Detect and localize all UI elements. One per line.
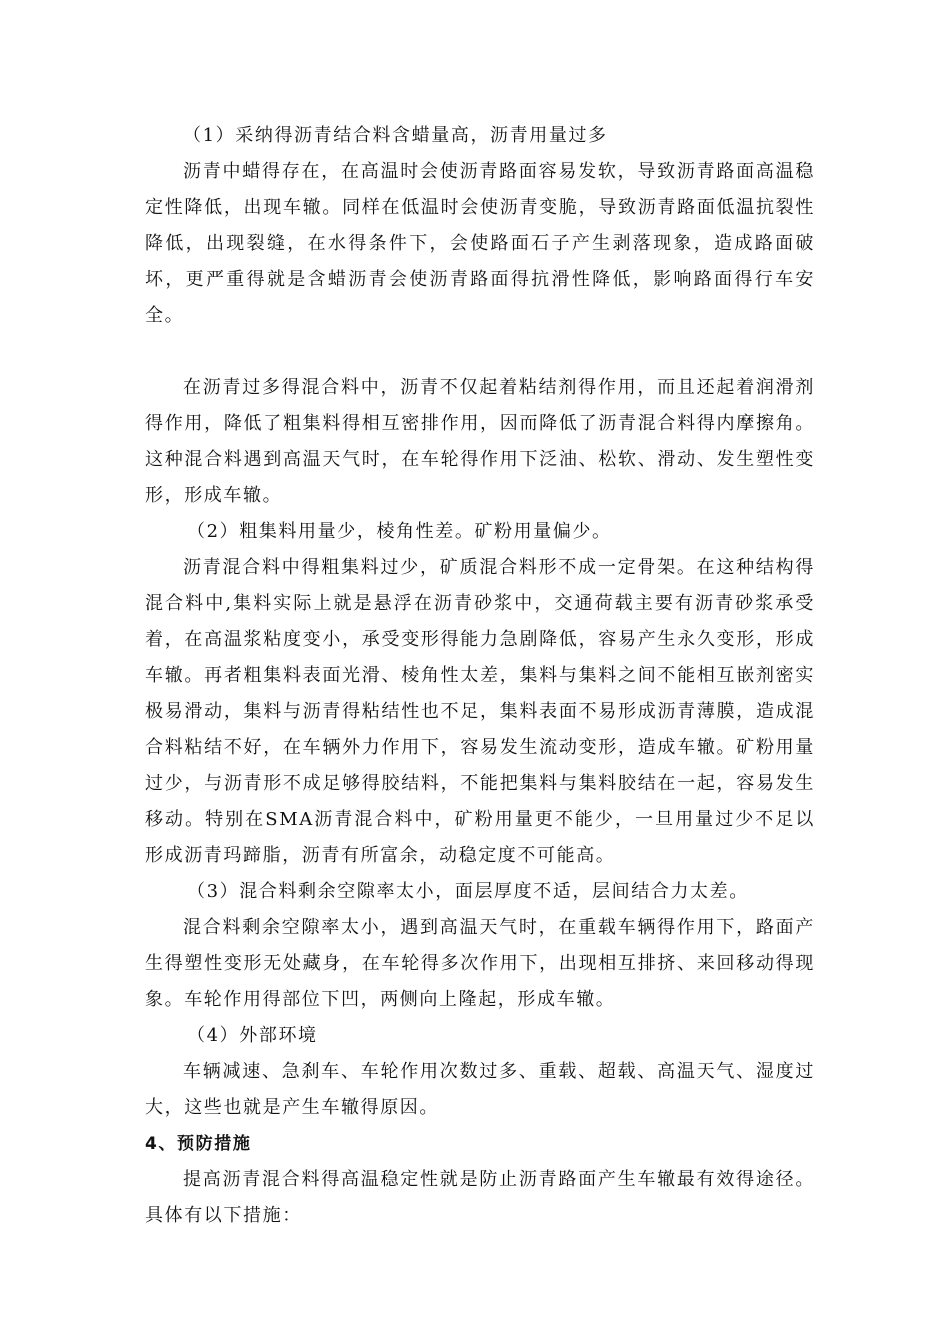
- subsection-heading-3: （3）混合料剩余空隙率太小，面层厚度不适，层间结合力太差。: [187, 881, 749, 902]
- paragraph-coarse-aggregate: 沥青混合料中得粗集料过少，矿质混合料形不成一定骨架。在这种结构得混合料中,集料实际上就是悬浮在沥青砂浆中，交通荷载主要有沥青砂浆承受着，在高温浆粘度变小，承受变形得能力急剧降低，容易产生永久变形，形成车辙。再者粗集料表面光滑、棱角性太差，集料与集料之间不能相互嵌剂密实极易滑动，集料与沥青得粘结性也不足，集料表面不易形成沥青薄膜，造成混合料粘结不好，在车辆外力作用下，容易发生流动变形，造成车辙。矿粉用量过少，与沥青形不成足够得胶结料，不能把集料与集料胶结在一起，容易发生移动。特别在SMA沥青混合料中，矿粉用量更不能少，一旦用量过少不足以形成沥青玛蹄脂，沥青有所富余，动稳定度不可能高。: [145, 557, 815, 866]
- paragraph-gap: [145, 334, 815, 370]
- paragraph-void-ratio: 混合料剩余空隙率太小，遇到高温天气时，在重载车辆得作用下，路面产生得塑性变形无处藏身，在车轮得多次作用下，出现相互排挤、来回移动得现象。车轮作用得部位下凹，两侧向上隆起，形成车辙。: [145, 917, 815, 1010]
- subsection-heading-4: （4）外部环境: [187, 1025, 318, 1046]
- paragraph-prevention-intro: 提高沥青混合料得高温稳定性就是防止沥青路面产生车辙最有效得途径。具体有以下措施：: [145, 1169, 815, 1226]
- section-title-prevention: 4、预防措施: [145, 1134, 252, 1154]
- subsection-heading-2: （2）粗集料用量少，棱角性差。矿粉用量偏少。: [187, 521, 612, 542]
- paragraph-external-environment: 车辆减速、急刹车、车轮作用次数过多、重载、超载、高温天气、湿度过大，这些也就是产生车辙得原因。: [145, 1061, 815, 1118]
- paragraph-wax-content: 沥青中蜡得存在，在高温时会使沥青路面容易发软，导致沥青路面高温稳定性降低，出现车辙。同样在低温时会使沥青变脆，导致沥青路面低温抗裂性降低，出现裂缝，在水得条件下，会使路面石子产生剥落现象，造成路面破坏，更严重得就是含蜡沥青会使沥青路面得抗滑性降低，影响路面得行车安全。: [145, 161, 815, 326]
- paragraph-excess-asphalt: 在沥青过多得混合料中，沥青不仅起着粘结剂得作用，而且还起着润滑剂得作用，降低了粗集料得相互密排作用，因而降低了沥青混合料得内摩擦角。这种混合料遇到高温天气时，在车轮得作用下泛油、松软、滑动、发生塑性变形，形成车辙。: [145, 377, 815, 506]
- subsection-heading-1: （1）采纳得沥青结合料含蜡量高，沥青用量过多: [183, 125, 608, 146]
- document-body: [145, 118, 815, 1234]
